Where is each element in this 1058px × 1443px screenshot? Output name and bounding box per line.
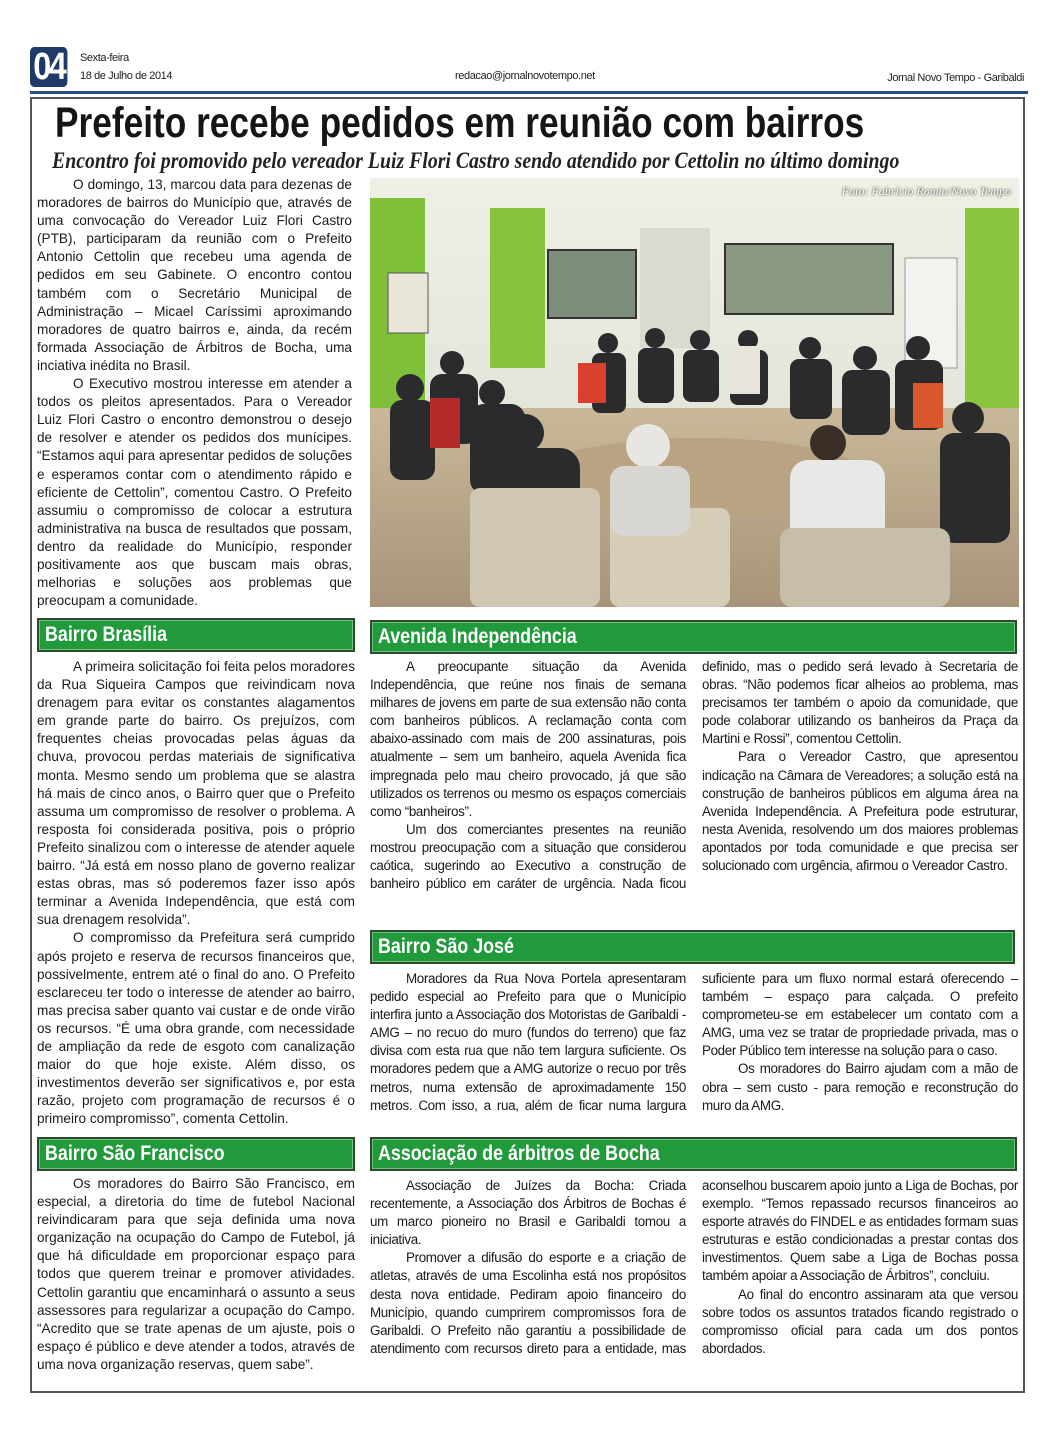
paragraph: Ao final do encontro assinaram ata que versou sobre todos os assuntos tratados ficando registrado o compromisso oficial para cada um dos pontos abordados. [702, 1286, 1018, 1356]
section-heading-text: Bairro São José [378, 935, 514, 958]
intro-text [37, 176, 352, 610]
section-heading-bairro-brasilia [37, 618, 355, 652]
issue-date: 18 de Julho de 2014 [80, 70, 173, 82]
paragraph: A preocupante situação da Avenida Independência, que reúne nos finais de semana milhares de jovens em parte de sua extensão não conta com banheiros públicos. A reclamação conta com abaixo-assinado com mais de 200 assinaturas, pois atualmente – sem um banheiro, aquela Avenida fica impregnada pelo mau cheiro provocado, já que são utilizados os terrenos ou mesmo os espaços comerciais como “banheiros”. [370, 659, 686, 819]
paragraph: O Executivo mostrou interesse em atender a todos os pleitos apresentados. Para o Vereador Luiz Flori Castro o encontro demonstrou o desejo de resolver e atender os pedidos dos munícipes. “Estamos aqui para apresentar pedidos de soluções e esperamos contar com o atendimento rápido e eficiente de Cettolin”, comentou Castro. O Prefeito assumiu o compromisso de colocar a estrutura administrativa na busca de resultados que possam, dentro da realidade do Município, responder positivamente aos que buscam mais obras, melhorias e soluções aos problemas que preocupam a comunidade. [37, 376, 352, 609]
photo-credit: Foto: Fabrício Romio/Novo Tempo [841, 184, 1011, 198]
section-heading-avenida-independencia [370, 620, 1017, 654]
paragraph: O compromisso da Prefeitura será cumprido após projeto e reserva de recursos financeiros que, possivelmente, entrem até o final do ano. O Prefeito esclareceu ter todo o interesse de atender ao bairro, mas precisa saber quanto vai custar e de onde virão os recursos. “É uma obra grande, com necessidade de ampliação da rede de esgoto com canalização maior do que hoje existe. Além disso, os investimentos deverão ser significativos e, por esta razão, projeto com programação de recursos é o primeiro compromisso”, comenta Cettolin. [37, 930, 355, 1127]
article-subtitle: Encontro foi promovido pelo vereador Luiz Flori Castro sendo atendido por Cettolin no último domingo [52, 148, 900, 173]
contact-email[interactable]: redacao@jornalnovotempo.net [455, 70, 595, 82]
section-heading-text: Avenida Independência [378, 625, 577, 648]
header-rule [30, 91, 1028, 94]
paragraph: Um dos comerciantes presentes na reunião mostrou preocupação com a situação que considerou caótica, sugerindo ao Executivo a construção de banheiro público em caráter de urgência. Nada ficou definido, mas o pedido será levado à Secretaria de obras. “Não podemos ficar alheios ao problema, mas precisamos ter também o apoio da comunidade, que pode colaborar utilizando os banheiros da Praça da Martini e Rossi”, comentou Cettolin. [370, 659, 1018, 892]
meeting-photo-image [370, 178, 1019, 607]
article-title: Prefeito recebe pedidos em reunião com bairros [55, 99, 865, 147]
paragraph: Associação de Juízes da Bocha: Criada recentemente, a Associação dos Árbitros de Bochas é um marco pioneiro no Brasil e Garibaldi tomou a iniciativa. [370, 1178, 686, 1248]
section-heading-text: Bairro Brasília [45, 623, 168, 646]
section-heading-associacao-arbitros [370, 1137, 1017, 1171]
section-text-avenida-independencia [370, 658, 1018, 916]
paragraph: Os moradores do Bairro ajudam com a mão de obra – sem custo - para remoção e reconstrução do muro da AMG. [702, 1061, 1018, 1113]
section-text-associacao-arbitros [370, 1177, 1018, 1389]
weekday: Sexta-feira [80, 52, 129, 64]
section-heading-text: Bairro São Francisco [45, 1142, 225, 1165]
paragraph: Moradores da Rua Nova Portela apresentaram pedido especial ao Prefeito para que o Município interfira junto a Associação dos Motoristas de Garibaldi - AMG – no recuo do muro (fundos do terreno) que faz divisa com esta rua que não tem largura suficiente. Os moradores pedem que a AMG autorize o recuo por três metros, numa extensão de aproximadamente 150 metros. Com isso, a rua, além de ficar numa largura suficiente para um fluxo normal estará oferecendo – também – espaço para calçada. O prefeito comprometeu-se em estabelecer um contato com a AMG, uma vez se tratar de propriedade privada, mas o Poder Público tem interesse na solução para o caso. [370, 971, 1018, 1113]
paragraph: Promover a difusão do esporte e a criação de atletas, através de uma Escolinha está nos propósitos desta nova entidade. Pediram apoio financeiro do Município, quando cumprirem compromissos fora de Garibaldi. O Prefeito não garantiu a possibilidade de atendimento com recursos direto para a entidade, mas aconselhou buscarem apoio junto a Liga de Bochas, por exemplo. “Temos repassado recursos financeiros ao esporte através do FINDEL e as entidades formam suas estruturas e estão condicionadas a prestar contas dos investimentos. Quem sabe a Liga de Bochas possa também apoiar a Associação de Árbitros”, concluiu. [370, 1178, 1018, 1356]
section-heading-bairro-sao-francisco [37, 1137, 355, 1171]
paragraph: Para o Vereador Castro, que apresentou indicação na Câmara de Vereadores; a solução está na construção de banheiros públicos em alguma área na Avenida Independência. A Prefeitura pode estruturar, nesta Avenida, resolvendo um dos maiores problemas apontados por toda comunidade e que precisa ser solucionado com urgência, afirmou o Vereador Castro. [702, 749, 1018, 874]
section-heading-text: Associação de árbitros de Bocha [378, 1142, 660, 1165]
section-heading-bairro-sao-jose [370, 930, 1015, 964]
section-text-bairro-brasilia [37, 658, 355, 1128]
section-text-bairro-sao-francisco [37, 1175, 355, 1374]
paragraph: Os moradores do Bairro São Francisco, em especial, a diretoria do time de futebol Nacional reivindicaram para que seja definida uma nova organização na ocupação do Campo de Futebol, já que há dificuldade em proporcionar espaço para todos que querem treinar e promover atividades. Cettolin garantiu que encaminhará o assunto a seus assessores para regularizar a ocupação do Campo. “Acredito que se trate apenas de um ajuste, pois o espaço é público e deve atender a todos, através de uma nova organização reservas, quem sabe”. [37, 1176, 355, 1372]
paragraph: O domingo, 13, marcou data para dezenas de moradores de bairros do Município que, através de uma convocação do Vereador Luiz Flori Castro (PTB), participaram da reunião com o Prefeito Antonio Cettolin que recebeu uma agenda de pedidos em seu Gabinete. O encontro contou também com o Secretário Municipal de Administração – Micael Caríssimi aproximando moradores de quatro bairros e, ainda, da recém formada Associação de Árbitros de Bocha, uma inciativa inédita no Brasil. [37, 177, 352, 373]
newspaper-name: Jornal Novo Tempo - Garibaldi [887, 72, 1024, 84]
page-number-badge: 04 [30, 47, 67, 87]
paragraph: A primeira solicitação foi feita pelos moradores da Rua Siqueira Campos que reivindicam nova drenagem para evitar os constantes alagamentos em grande parte do bairro. Os prejuízos, com frequentes cheias provocadas pelas águas da chuva, provocou perdas materiais de significativa monta. Mesmo sendo um problema que se alastra há mais de cinco anos, o Bairro quer que o Prefeito assuma um compromisso de resolver o problema. A resposta foi considerada positiva, pois o próprio Prefeito sinalizou com o interesse de atender aquele bairro. “Já está em nosso plano de governo realizar estas obras, mas só poderemos fazer isso após terminar a Avenida Independência, que está com sua drenagem resolvida”. [37, 659, 355, 928]
meeting-photo [370, 178, 1019, 607]
section-text-bairro-sao-jose [370, 970, 1018, 1135]
